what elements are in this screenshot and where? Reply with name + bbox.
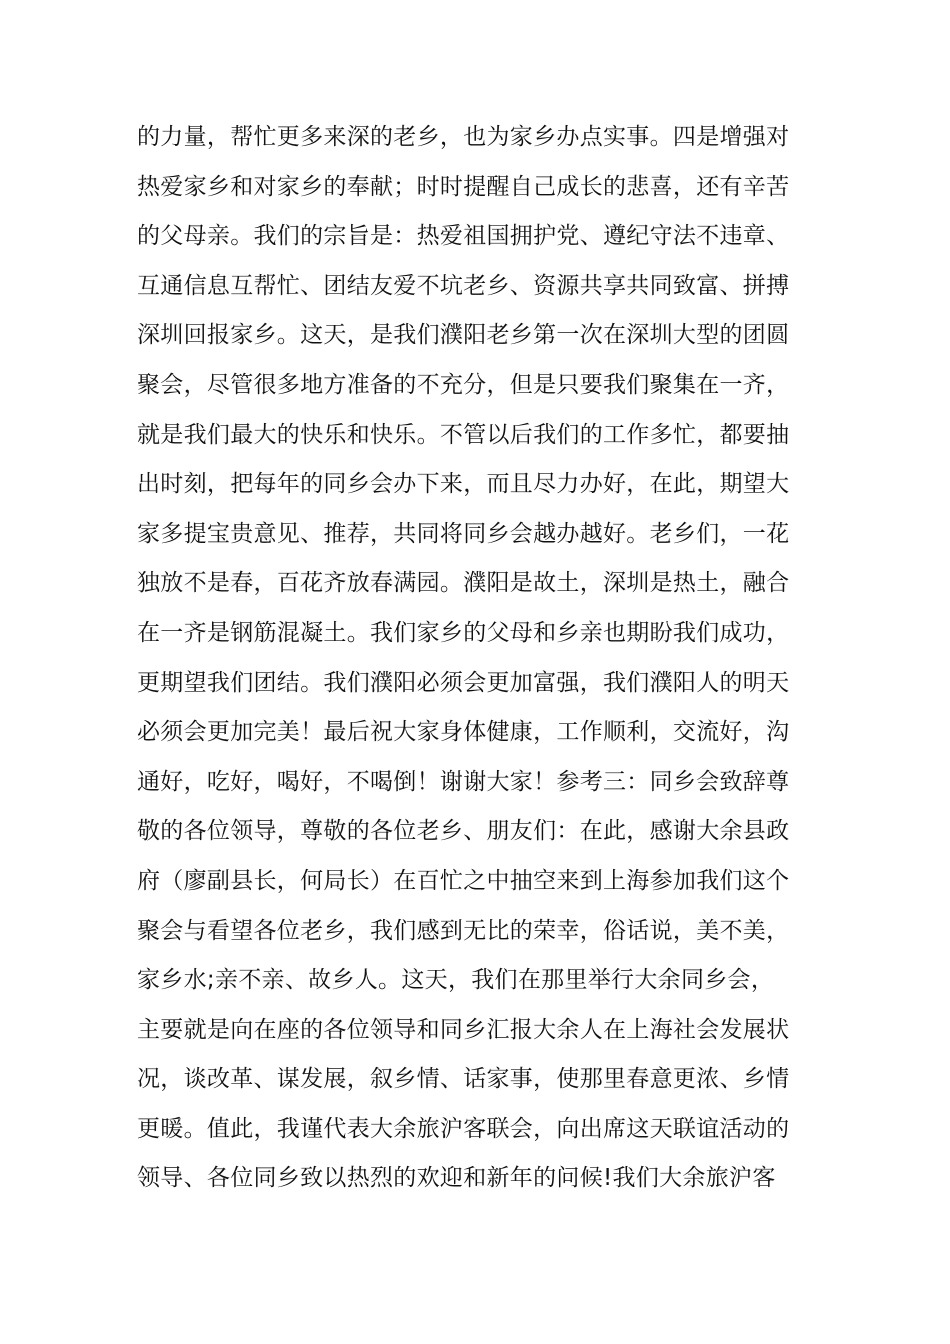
text-line: 况，谈改革、谋发展，叙乡情、话家事，使那里春意更浓、乡情	[137, 1066, 790, 1093]
text-line: 的父母亲。我们的宗旨是：热爱祖国拥护党、遵纪守法不违章、	[137, 223, 790, 250]
text-line: 府（廖副县长，何局长）在百忙之中抽空来到上海参加我们这个	[137, 867, 790, 894]
text-line: 就是我们最大的快乐和快乐。不管以后我们的工作多忙，都要抽	[137, 421, 790, 448]
text-line: 必须会更加完美！最后祝大家身体健康，工作顺利，交流好，沟	[137, 719, 790, 746]
text-line: 家乡水;亲不亲、故乡人。这天，我们在那里举行大余同乡会，	[137, 967, 775, 994]
text-line: 聚会与看望各位老乡，我们感到无比的荣幸，俗话说，美不美，	[137, 917, 790, 944]
text-line: 更暖。值此，我谨代表大余旅沪客联会，向出席这天联谊活动的	[137, 1115, 790, 1142]
text-line: 家多提宝贵意见、推荐，共同将同乡会越办越好。老乡们，一花	[137, 520, 790, 547]
text-line: 热爱家乡和对家乡的奉献；时时提醒自己成长的悲喜，还有辛苦	[137, 173, 790, 200]
text-line: 聚会，尽管很多地方准备的不充分，但是只要我们聚集在一齐，	[137, 371, 790, 398]
text-line: 出时刻，把每年的同乡会办下来，而且尽力办好，在此，期望大	[137, 471, 790, 498]
text-line: 主要就是向在座的各位领导和同乡汇报大余人在上海社会发展状	[137, 1016, 790, 1043]
text-line: 互通信息互帮忙、团结友爱不坑老乡、资源共享共同致富、拼搏	[137, 272, 790, 299]
text-line: 深圳回报家乡。这天，是我们濮阳老乡第一次在深圳大型的团圆	[137, 322, 790, 349]
text-line: 领导、各位同乡致以热烈的欢迎和新年的问候!我们大余旅沪客	[137, 1165, 776, 1192]
text-line: 独放不是春，百花齐放春满园。濮阳是故土，深圳是热土，融合	[137, 570, 790, 597]
text-line: 敬的各位领导，尊敬的各位老乡、朋友们：在此，感谢大余县政	[137, 818, 790, 845]
text-line: 的力量，帮忙更多来深的老乡，也为家乡办点实事。四是增强对	[137, 124, 790, 150]
text-line: 更期望我们团结。我们濮阳必须会更加富强，我们濮阳人的明天	[137, 669, 790, 696]
text-line: 通好，吃好，喝好，不喝倒！谢谢大家！参考三：同乡会致辞尊	[137, 768, 790, 795]
text-line: 在一齐是钢筋混凝土。我们家乡的父母和乡亲也期盼我们成功，	[137, 619, 790, 646]
body-text	[137, 113, 817, 1204]
